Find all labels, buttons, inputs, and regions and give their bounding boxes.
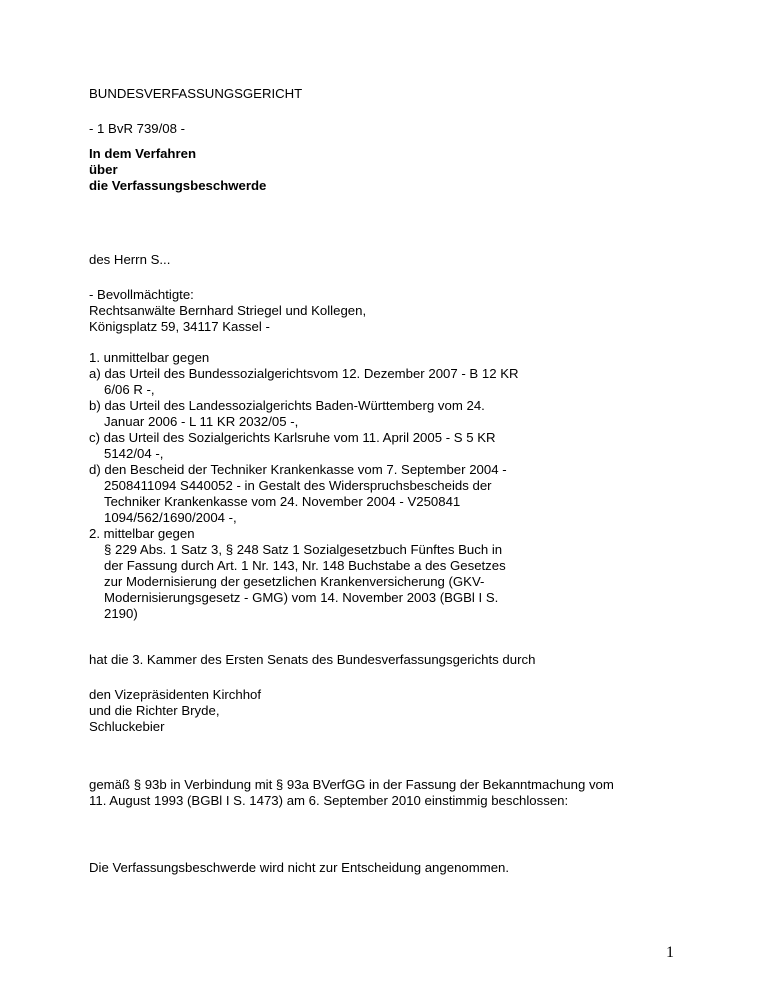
target-line: a) das Urteil des Bundessozialgerichtsvom 12. Dezember 2007 - B 12 KR [89,366,519,381]
heading-line: die Verfassungsbeschwerde [89,178,267,193]
heading-line: In dem Verfahren [89,146,196,161]
target-line: zur Modernisierung der gesetzlichen Krankenversicherung (GKV- [104,574,485,589]
court-name: BUNDESVERFASSUNGSGERICHT [89,86,303,101]
target-line: b) das Urteil des Landessozialgerichts Baden-Württemberg vom 24. [89,398,485,413]
complainant: des Herrn S... [89,252,171,267]
representatives-line: Königsplatz 59, 34117 Kassel - [89,319,270,334]
target-line: 6/06 R -, [104,382,155,397]
target-line: 1094/562/1690/2004 -, [104,510,237,525]
target-line: d) den Bescheid der Techniker Krankenkasse vom 7. September 2004 - [89,462,507,477]
decision-text: Die Verfassungsbeschwerde wird nicht zur Entscheidung angenommen. [89,860,510,875]
chamber-statement: hat die 3. Kammer des Ersten Senats des Bundesverfassungsgerichts durch [89,652,536,667]
target-line: 2190) [104,606,138,621]
target-line: 5142/04 -, [104,446,164,461]
target-line: c) das Urteil des Sozialgerichts Karlsruhe vom 11. April 2005 - S 5 KR [89,430,496,445]
target-line: 2508411094 S440052 - in Gestalt des Widerspruchsbescheids der [104,478,492,493]
target-line: Modernisierungsgesetz - GMG) vom 14. November 2003 (BGBl I S. [104,590,499,605]
legal-basis-line: gemäß § 93b in Verbindung mit § 93a BVerfGG in der Fassung der Bekanntmachung vom [89,777,614,792]
judge-line: und die Richter Bryde, [89,703,220,718]
judge-line: Schluckebier [89,719,165,734]
heading-line: über [89,162,118,177]
target-line: der Fassung durch Art. 1 Nr. 143, Nr. 148 Buchstabe a des Gesetzes [104,558,506,573]
representatives-line: Rechtsanwälte Bernhard Striegel und Kollegen, [89,303,367,318]
representatives-line: - Bevollmächtigte: [89,287,194,302]
page-number: 1 [666,944,674,961]
target-line: § 229 Abs. 1 Satz 3, § 248 Satz 1 Sozialgesetzbuch Fünftes Buch in [104,542,503,557]
target-line: Techniker Krankenkasse vom 24. November 2004 - V250841 [104,494,461,509]
target-line: 2. mittelbar gegen [89,526,195,541]
docket-number: - 1 BvR 739/08 - [89,121,186,136]
legal-basis-line: 11. August 1993 (BGBl I S. 1473) am 6. September 2010 einstimmig beschlossen: [89,793,569,808]
judge-line: den Vizepräsidenten Kirchhof [89,687,262,702]
target-line: Januar 2006 - L 11 KR 2032/05 -, [104,414,299,429]
target-line: 1. unmittelbar gegen [89,350,210,365]
